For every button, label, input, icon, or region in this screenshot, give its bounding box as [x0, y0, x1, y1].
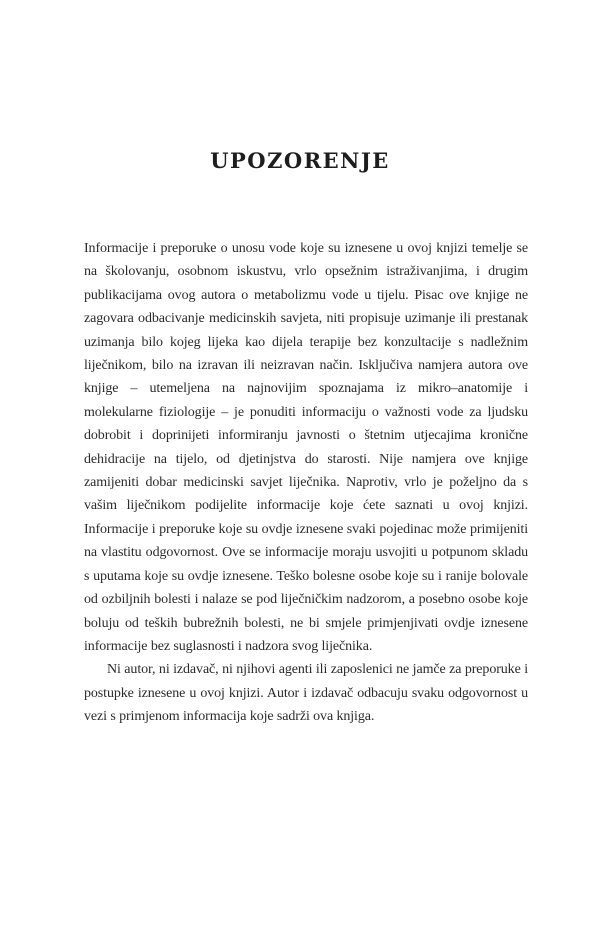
page-title: UPOZORENJE	[210, 148, 390, 173]
paragraph-liability: Ni autor, ni izdavač, ni njihovi agenti ili zaposlenici ne jamče za preporuke i postupke iznesene u ovoj knjizi. Autor i izdavač odbacuju svaku odgovornost u vezi s primjenom informacija koje sadrži ova knjiga.	[84, 662, 528, 725]
paragraph-disclaimer: Informacije i preporuke o unosu vode koje su iznesene u ovoj knjizi temelje se na školovanju, osobnom iskustvu, vrlo opsežnim istraživanjima, i drugim publikacijama ovog autora o metabolizmu vode u tijelu. Pisac ove knjige ne zagovara odbacivanje medicinskih savjeta, niti propisuje uzimanje ili prestanak uzimanja bilo kojeg lijeka kao dijela terapije bez konzultacije s nadležnim liječnikom, bilo na izravan ili neizravan način. Isključiva namjera autora ove knjige – utemeljena na najnovijim spoznajama iz mikro–anatomije i molekularne fiziologije – je ponuditi informaciju o važnosti vode za ljudsku dobrobit i doprinijeti informiranju javnosti o štetnim utjecajima kronične dehidracije na tijelo, od djetinjstva do starosti. Nije namjera ove knjige zamijeniti dobar medicinski savjet liječnika. Naprotiv, vrlo je poželjno da s vašim liječnikom podijelite informacije koje ćete saznati u ovoj knjizi. Informacije i preporuke koje su ovdje iznesene svaki pojedinac može primijeniti na vlastitu odgovornost. Ove se informacije moraju usvojiti u potpunom skladu s uputama koje su ovdje iznesene. Teško bolesne osobe koje su i ranije bolovale od ozbiljnih bolesti i nalaze se pod liječničkim nadzorom, a posebno osobe koje boluju od teških bubrežnih bolesti, ne bi smjele primjenjivati ovdje iznesene informacije bez suglasnosti i nadzora svog liječnika.	[84, 241, 528, 654]
body-text	[84, 237, 528, 729]
